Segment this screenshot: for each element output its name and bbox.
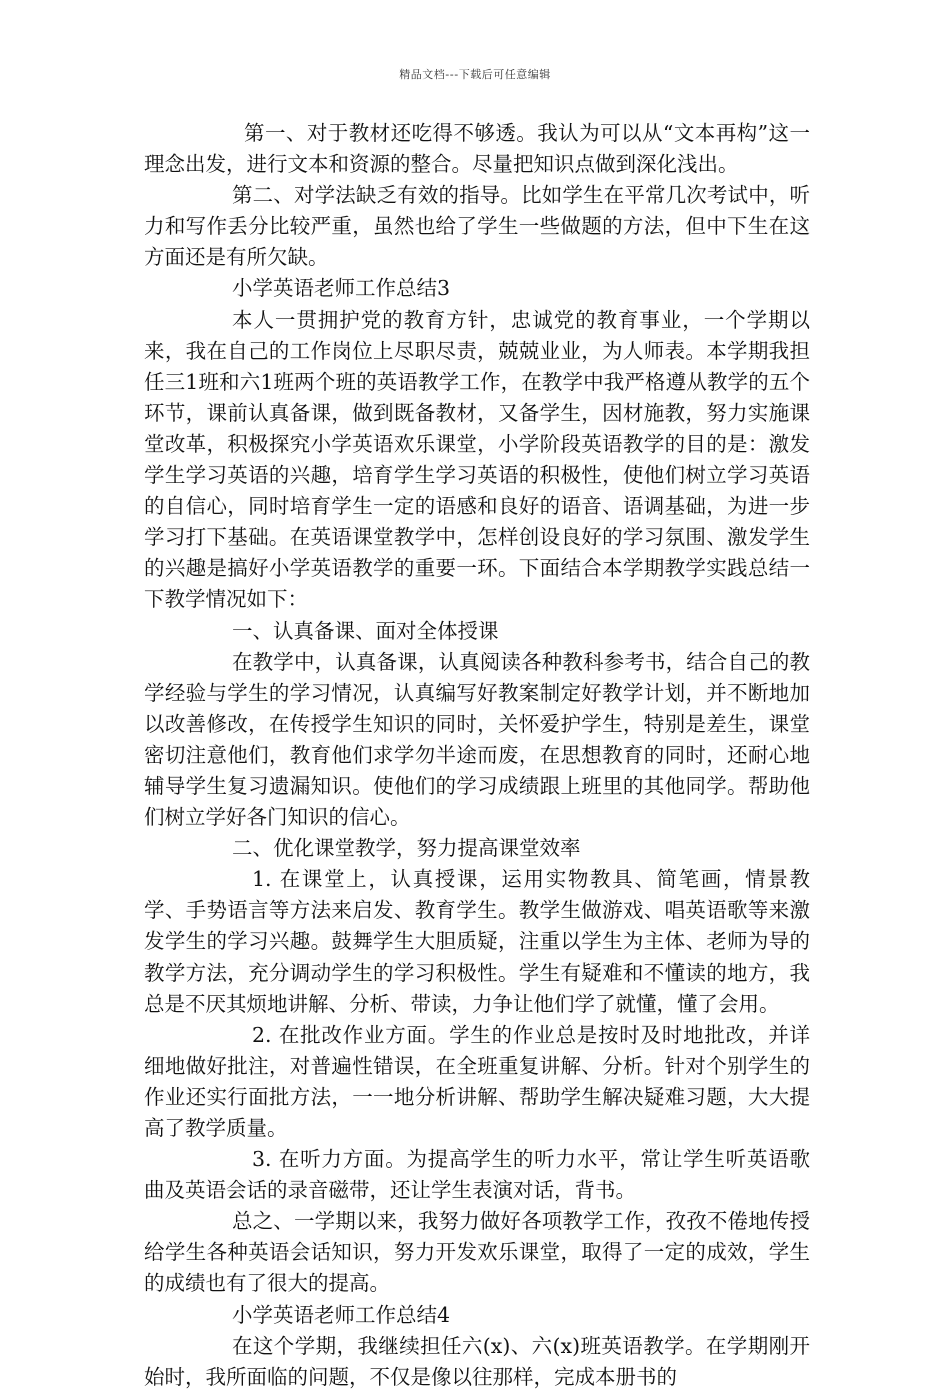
paragraph-intro: 本人一贯拥护党的教育方针，忠诚党的教育事业，一个学期以来，我在自己的工作岗位上尽职尽责，兢兢业业，为人师表。本学期我担任三1班和六1班两个班的英语教学工作，在教学中我严格遵从教学的五个环节，课前认真备课，做到既备教材，又备学生，因材施教，努力实施课堂改革，积极探究小学英语欢乐课堂，小学阶段英语教学的目的是：激发学生学习英语的兴趣，培育学生学习英语的积极性，使他们树立学习英语的自信心，同时培育学生一定的语感和良好的语音、语调基础，为进一步学习打下基础。在英语课堂教学中，怎样创设良好的学习氛围、激发学生的兴趣是搞好小学英语教学的重要一环。下面结合本学期教学实践总结一下教学情况如下： — [144, 307, 810, 612]
paragraph-item-1: 1. 在课堂上，认真授课，运用实物教具、简笔画，情景教学、手势语言等方法来启发、教育学生。教学生做游戏、唱英语歌等来激发学生的学习兴趣。鼓舞学生大胆质疑，注重以学生为主体、老师为导的教学方法，充分调动学生的学习积极性。学生有疑难和不懂读的地方，我总是不厌其烦地讲解、分析、带读，力争让他们学了就懂，懂了会用。 — [144, 867, 810, 1016]
paragraph-item-2: 2. 在批改作业方面。学生的作业总是按时及时地批改，并详细地做好批注，对普遍性错误，在全班重复讲解、分析。针对个别学生的作业还实行面批方法，一一地分析讲解、帮助学生解决疑难习题，大大提高了教学质量。 — [144, 1022, 810, 1140]
section-title-summary-4: 小学英语老师工作总结4 — [232, 1302, 451, 1327]
paragraph-conclusion: 总之、一学期以来，我努力做好各项教学工作，孜孜不倦地传授给学生各种英语会话知识，努力开发欢乐课堂，取得了一定的成效，学生的成绩也有了很大的提高。 — [144, 1209, 810, 1296]
heading-prepare-lessons: 一、认真备课、面对全体授课 — [232, 618, 499, 643]
document-body — [144, 118, 810, 1393]
paragraph-prepare-lessons: 在教学中，认真备课，认真阅读各种教科参考书，结合自己的教学经验与学生的学习情况，认真编写好教案制定好教学计划，并不断地加以改善修改，在传授学生知识的同时，关怀爱护学生，特别是差生，课堂密切注意他们，教育他们求学勿半途而废，在思想教育的同时，还耐心地辅导学生复习遗漏知识。使他们的学习成绩跟上班里的其他同学。帮助他们树立学好各门知识的信心。 — [144, 649, 810, 830]
paragraph-point-two: 第二、对学法缺乏有效的指导。比如学生在平常几次考试中，听力和写作丢分比较严重，虽然也给了学生一些做题的方法，但中下生在这方面还是有所欠缺。 — [144, 183, 810, 270]
paragraph-point-one: 第一、对于教材还吃得不够透。我认为可以从“文本再构”这一理念出发，进行文本和资源的整合。尽量把知识点做到深化浅出。 — [144, 121, 810, 177]
heading-optimize-teaching: 二、优化课堂教学，努力提高课堂效率 — [232, 836, 581, 861]
section-title-summary-3: 小学英语老师工作总结3 — [232, 276, 451, 301]
paragraph-item-3: 3. 在听力方面。为提高学生的听力水平，常让学生听英语歌曲及英语会话的录音磁带，还让学生表演对话，背书。 — [144, 1147, 810, 1203]
paragraph-summary-4-intro: 在这个学期，我继续担任六(x)、六(x)班英语教学。在学期刚开始时，我所面临的问题，不仅是像以往那样，完成本册书的 — [144, 1333, 810, 1389]
page-header: 精品文档---下载后可任意编辑 — [399, 68, 551, 81]
